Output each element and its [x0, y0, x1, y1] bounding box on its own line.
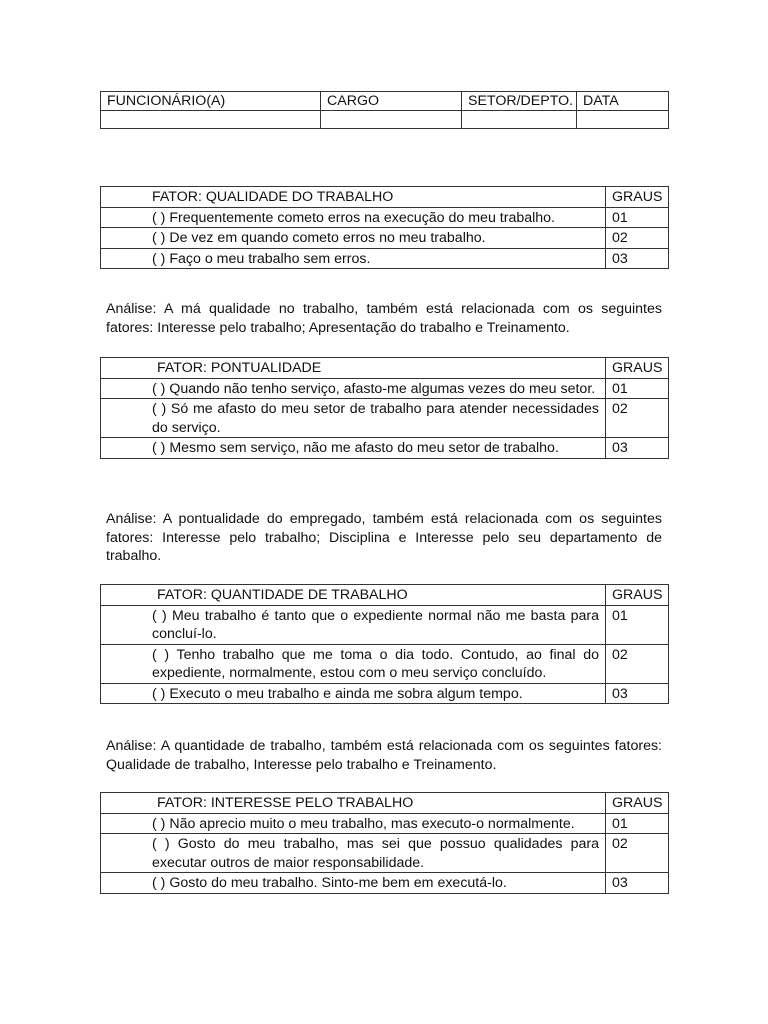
date-entry-cell[interactable]: [577, 111, 669, 129]
factor-option-row: [101, 228, 669, 249]
factor-option-grade: 01: [606, 605, 669, 644]
factor-option-row: [101, 834, 669, 873]
factor-option-grade: 01: [606, 207, 669, 228]
grades-header: GRAUS: [606, 585, 669, 606]
factor-option-grade: 03: [606, 873, 669, 894]
factor-option-text[interactable]: ( ) Não aprecio muito o meu trabalho, mas executo-o normalmente.: [101, 813, 606, 834]
employee-info-entry-row: [101, 111, 669, 129]
date-column-header: DATA: [577, 92, 669, 111]
factor-option-row: [101, 873, 669, 894]
factor-option-row: [101, 207, 669, 228]
factor-option-text[interactable]: ( ) De vez em quando cometo erros no meu trabalho.: [101, 228, 606, 249]
factor-title: FATOR: INTERESSE PELO TRABALHO: [101, 793, 606, 814]
factor-option-row: [101, 438, 669, 459]
employee-column-header: FUNCIONÁRIO(A): [101, 92, 321, 111]
employee-info-table: [100, 91, 669, 129]
factor-option-grade: 02: [606, 644, 669, 683]
factor-option-text[interactable]: ( ) Mesmo sem serviço, não me afasto do meu setor de trabalho.: [101, 438, 606, 459]
factor-option-text[interactable]: ( ) Executo o meu trabalho e ainda me sobra algum tempo.: [101, 683, 606, 704]
factor-header-row: [101, 187, 669, 208]
factor-option-grade: 03: [606, 683, 669, 704]
factor-option-text[interactable]: ( ) Frequentemente cometo erros na execução do meu trabalho.: [101, 207, 606, 228]
factor-table-quantity: [100, 584, 669, 704]
grades-header: GRAUS: [606, 793, 669, 814]
factor-option-grade: 01: [606, 378, 669, 399]
factor-option-grade: 01: [606, 813, 669, 834]
factor-option-grade: 02: [606, 228, 669, 249]
department-column-header: SETOR/DEPTO.: [462, 92, 577, 111]
factor-option-row: [101, 605, 669, 644]
analysis-paragraph-punctuality: Análise: A pontualidade do empregado, também está relacionada com os seguintes fatores: Interesse pelo trabalho; Disciplina e Interesse pelo seu departamento de trabalho.: [106, 511, 662, 564]
employee-info-header-row: [101, 92, 669, 111]
employee-entry-cell[interactable]: [101, 111, 321, 129]
factor-table-punctuality: [100, 357, 669, 459]
factor-option-row: [101, 683, 669, 704]
factor-title: FATOR: QUALIDADE DO TRABALHO: [101, 187, 606, 208]
department-entry-cell[interactable]: [462, 111, 577, 129]
factor-option-grade: 03: [606, 248, 669, 269]
factor-option-text[interactable]: ( ) Faço o meu trabalho sem erros.: [101, 248, 606, 269]
factor-option-row: [101, 248, 669, 269]
factor-header-row: [101, 793, 669, 814]
factor-option-row: [101, 644, 669, 683]
factor-option-text[interactable]: ( ) Só me afasto do meu setor de trabalho para atender necessidades do serviço.: [101, 399, 606, 438]
factor-option-row: [101, 813, 669, 834]
position-entry-cell[interactable]: [321, 111, 462, 129]
factor-option-grade: 02: [606, 834, 669, 873]
grades-header: GRAUS: [606, 187, 669, 208]
grades-header: GRAUS: [606, 358, 669, 379]
analysis-paragraph-quality: Análise: A má qualidade no trabalho, também está relacionada com os seguintes fatores: Interesse pelo trabalho; Apresentação do trabalho e Treinamento.: [106, 301, 662, 336]
factor-option-grade: 03: [606, 438, 669, 459]
position-column-header: CARGO: [321, 92, 462, 111]
factor-option-grade: 02: [606, 399, 669, 438]
factor-option-text[interactable]: ( ) Gosto do meu trabalho, mas sei que possuo qualidades para executar outros de maior responsabilidade.: [101, 834, 606, 873]
factor-option-text[interactable]: ( ) Quando não tenho serviço, afasto-me algumas vezes do meu setor.: [101, 378, 606, 399]
factor-header-row: [101, 585, 669, 606]
factor-option-text[interactable]: ( ) Gosto do meu trabalho. Sinto-me bem em executá-lo.: [101, 873, 606, 894]
factor-title: FATOR: PONTUALIDADE: [101, 358, 606, 379]
factor-option-text[interactable]: ( ) Meu trabalho é tanto que o expediente normal não me basta para concluí-lo.: [101, 605, 606, 644]
analysis-paragraph-quantity: Análise: A quantidade de trabalho, também está relacionada com os seguintes fatores: Qualidade de trabalho, Interesse pelo trabalho e Treinamento.: [106, 738, 662, 773]
factor-option-text[interactable]: ( ) Tenho trabalho que me toma o dia todo. Contudo, ao final do expediente, normalmente, estou com o meu serviço concluído.: [101, 644, 606, 683]
factor-table-interest: [100, 792, 669, 894]
factor-table-quality: [100, 186, 669, 269]
factor-header-row: [101, 358, 669, 379]
factor-title: FATOR: QUANTIDADE DE TRABALHO: [101, 585, 606, 606]
factor-option-row: [101, 399, 669, 438]
factor-option-row: [101, 378, 669, 399]
